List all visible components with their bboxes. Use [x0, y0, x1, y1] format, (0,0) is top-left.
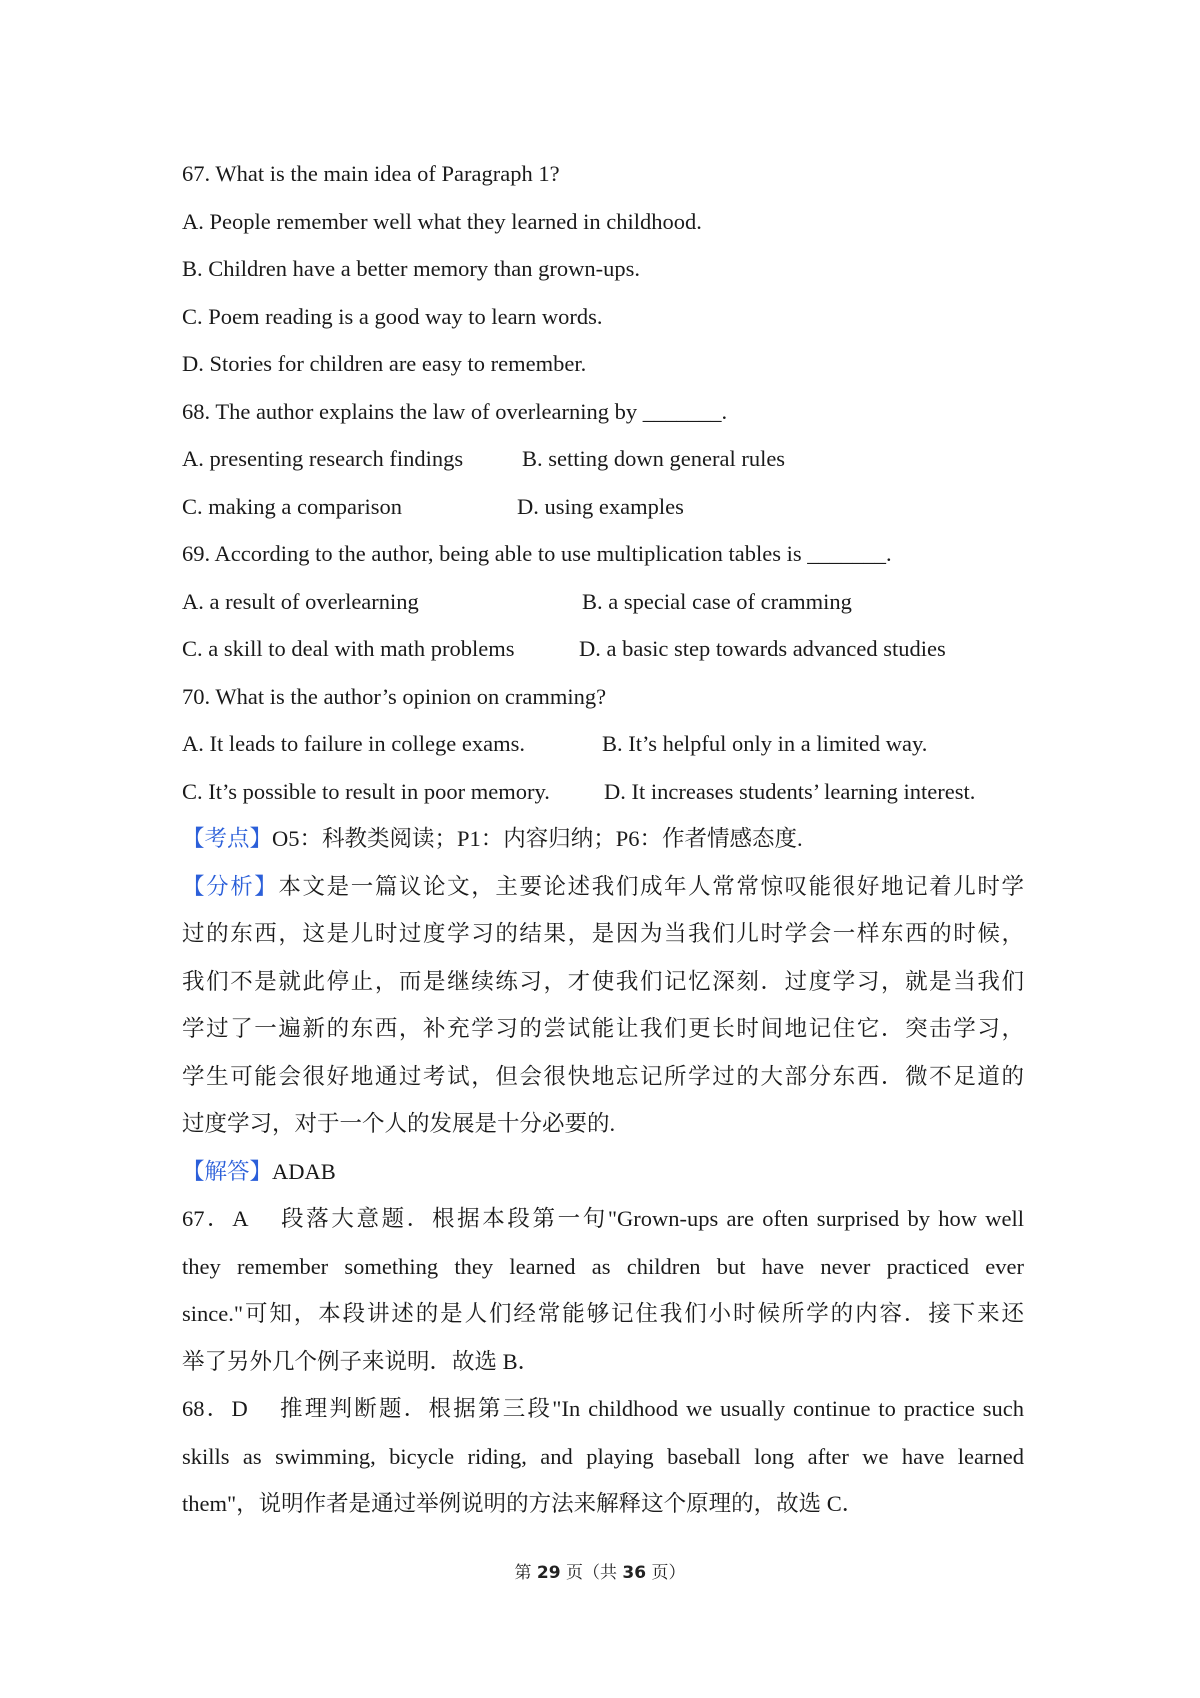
kaodian-section [182, 815, 1024, 863]
fenxi-line-2: 过的东西，这是儿时过度学习的结果，是因为当我们儿时学会一样东西的时候， [182, 921, 1024, 946]
question-70-option-d: D. It increases students’ learning interest. [604, 778, 976, 804]
question-68-option-a: A. presenting research findings [182, 446, 464, 471]
question-69-options-ab [182, 578, 1024, 626]
question-68-options-cd [182, 483, 1024, 531]
jieda-label: 【解答】 [182, 1158, 273, 1184]
kaodian-label: 【考点】 [182, 826, 273, 851]
question-69-option-b: B. a special case of cramming [582, 588, 852, 614]
fenxi-line-4: 学过了一遍新的东西，补充学习的尝试能让我们更长时间地记住它．突击学习， [182, 1016, 1024, 1041]
question-67-option-c: C. Poem reading is a good way to learn words. [182, 303, 603, 329]
answer-68-line-1: 68．D 推理判断题．根据第三段"In childhood we usually continue to practice such [182, 1396, 1024, 1421]
fenxi-line-5: 学生可能会很好地通过考试，但会很快地忘记所学过的大部分东西．微不足道的 [182, 1063, 1024, 1089]
question-70-options-ab [182, 720, 1024, 768]
current-page-number: 29 [536, 1563, 561, 1583]
jieda-text: ADAB [272, 1158, 336, 1184]
question-68-stem: 68. The author explains the law of overlearning by _______. [182, 398, 728, 424]
question-67-option-d: D. Stories for children are easy to remember. [182, 351, 587, 376]
answer-67-line-1: 67．A 段落大意题．根据本段第一句"Grown-ups are often surprised by how well [182, 1206, 1024, 1231]
kaodian-text: O5：科教类阅读；P1：内容归纳；P6：作者情感态度. [272, 826, 803, 851]
question-68-options-ab [182, 435, 1024, 483]
document-body [182, 150, 1024, 1528]
answer-68-explanation [182, 1385, 1024, 1528]
question-67-option-a: A. People remember well what they learned in childhood. [182, 208, 702, 234]
answer-68-line-2: skills as swimming, bicycle riding, and playing baseball long after we have learned [182, 1443, 1024, 1469]
fenxi-label: 【分析】 [182, 873, 279, 899]
question-68-option-b: B. setting down general rules [522, 446, 786, 471]
answer-68-line-3: them"，说明作者是通过举例说明的方法来解释这个原理的，故选 C． [182, 1491, 865, 1516]
question-70-option-a: A. It leads to failure in college exams. [182, 731, 526, 756]
question-69-option-a: A. a result of overlearning [182, 588, 419, 614]
fenxi-line-3: 我们不是就此停止，而是继续练习，才使我们记忆深刻．过度学习，就是当我们 [182, 968, 1024, 994]
question-70-stem: 70. What is the author’s opinion on cramming? [182, 683, 607, 709]
answer-67-line-2: they remember something they learned as children but have never practiced ever [182, 1253, 1024, 1279]
total-page-count: 36 [622, 1563, 647, 1583]
fenxi-line-1: 【分析】本文是一篇议论文，主要论述我们成年人常常惊叹能很好地记着儿时学 [182, 873, 1024, 899]
question-67-option-b: B. Children have a better memory than grown-ups. [182, 256, 641, 281]
question-68-option-d: D. using examples [517, 493, 684, 519]
answer-67-explanation [182, 1195, 1024, 1385]
question-70-option-b: B. It’s helpful only in a limited way. [602, 731, 928, 756]
question-68-option-c: C. making a comparison [182, 493, 402, 519]
answer-67-line-3: since."可知，本段讲述的是人们经常能够记住我们小时候所学的内容．接下来还 [182, 1301, 1024, 1326]
question-67-stem: 67. What is the main idea of Paragraph 1? [182, 161, 560, 186]
fenxi-line-6: 过度学习，对于一个人的发展是十分必要的. [182, 1111, 616, 1136]
question-69-stem: 69. According to the author, being able to use multiplication tables is _______. [182, 541, 892, 566]
answer-67-line-4: 举了另外几个例子来说明．故选 B． [182, 1348, 541, 1374]
question-69-options-cd [182, 625, 1024, 673]
question-70-option-c: C. It’s possible to result in poor memory. [182, 778, 550, 804]
question-70-options-cd [182, 768, 1024, 816]
answer-68-number: 68．D [182, 1396, 248, 1421]
answer-67-number: 67．A [182, 1206, 249, 1231]
fenxi-section [182, 863, 1024, 1148]
question-69-option-c: C. a skill to deal with math problems [182, 636, 515, 661]
jieda-section [182, 1148, 1024, 1196]
question-69-option-d: D. a basic step towards advanced studies [579, 636, 946, 661]
page-footer: 第 29 页（共 36 页） [514, 1563, 686, 1583]
